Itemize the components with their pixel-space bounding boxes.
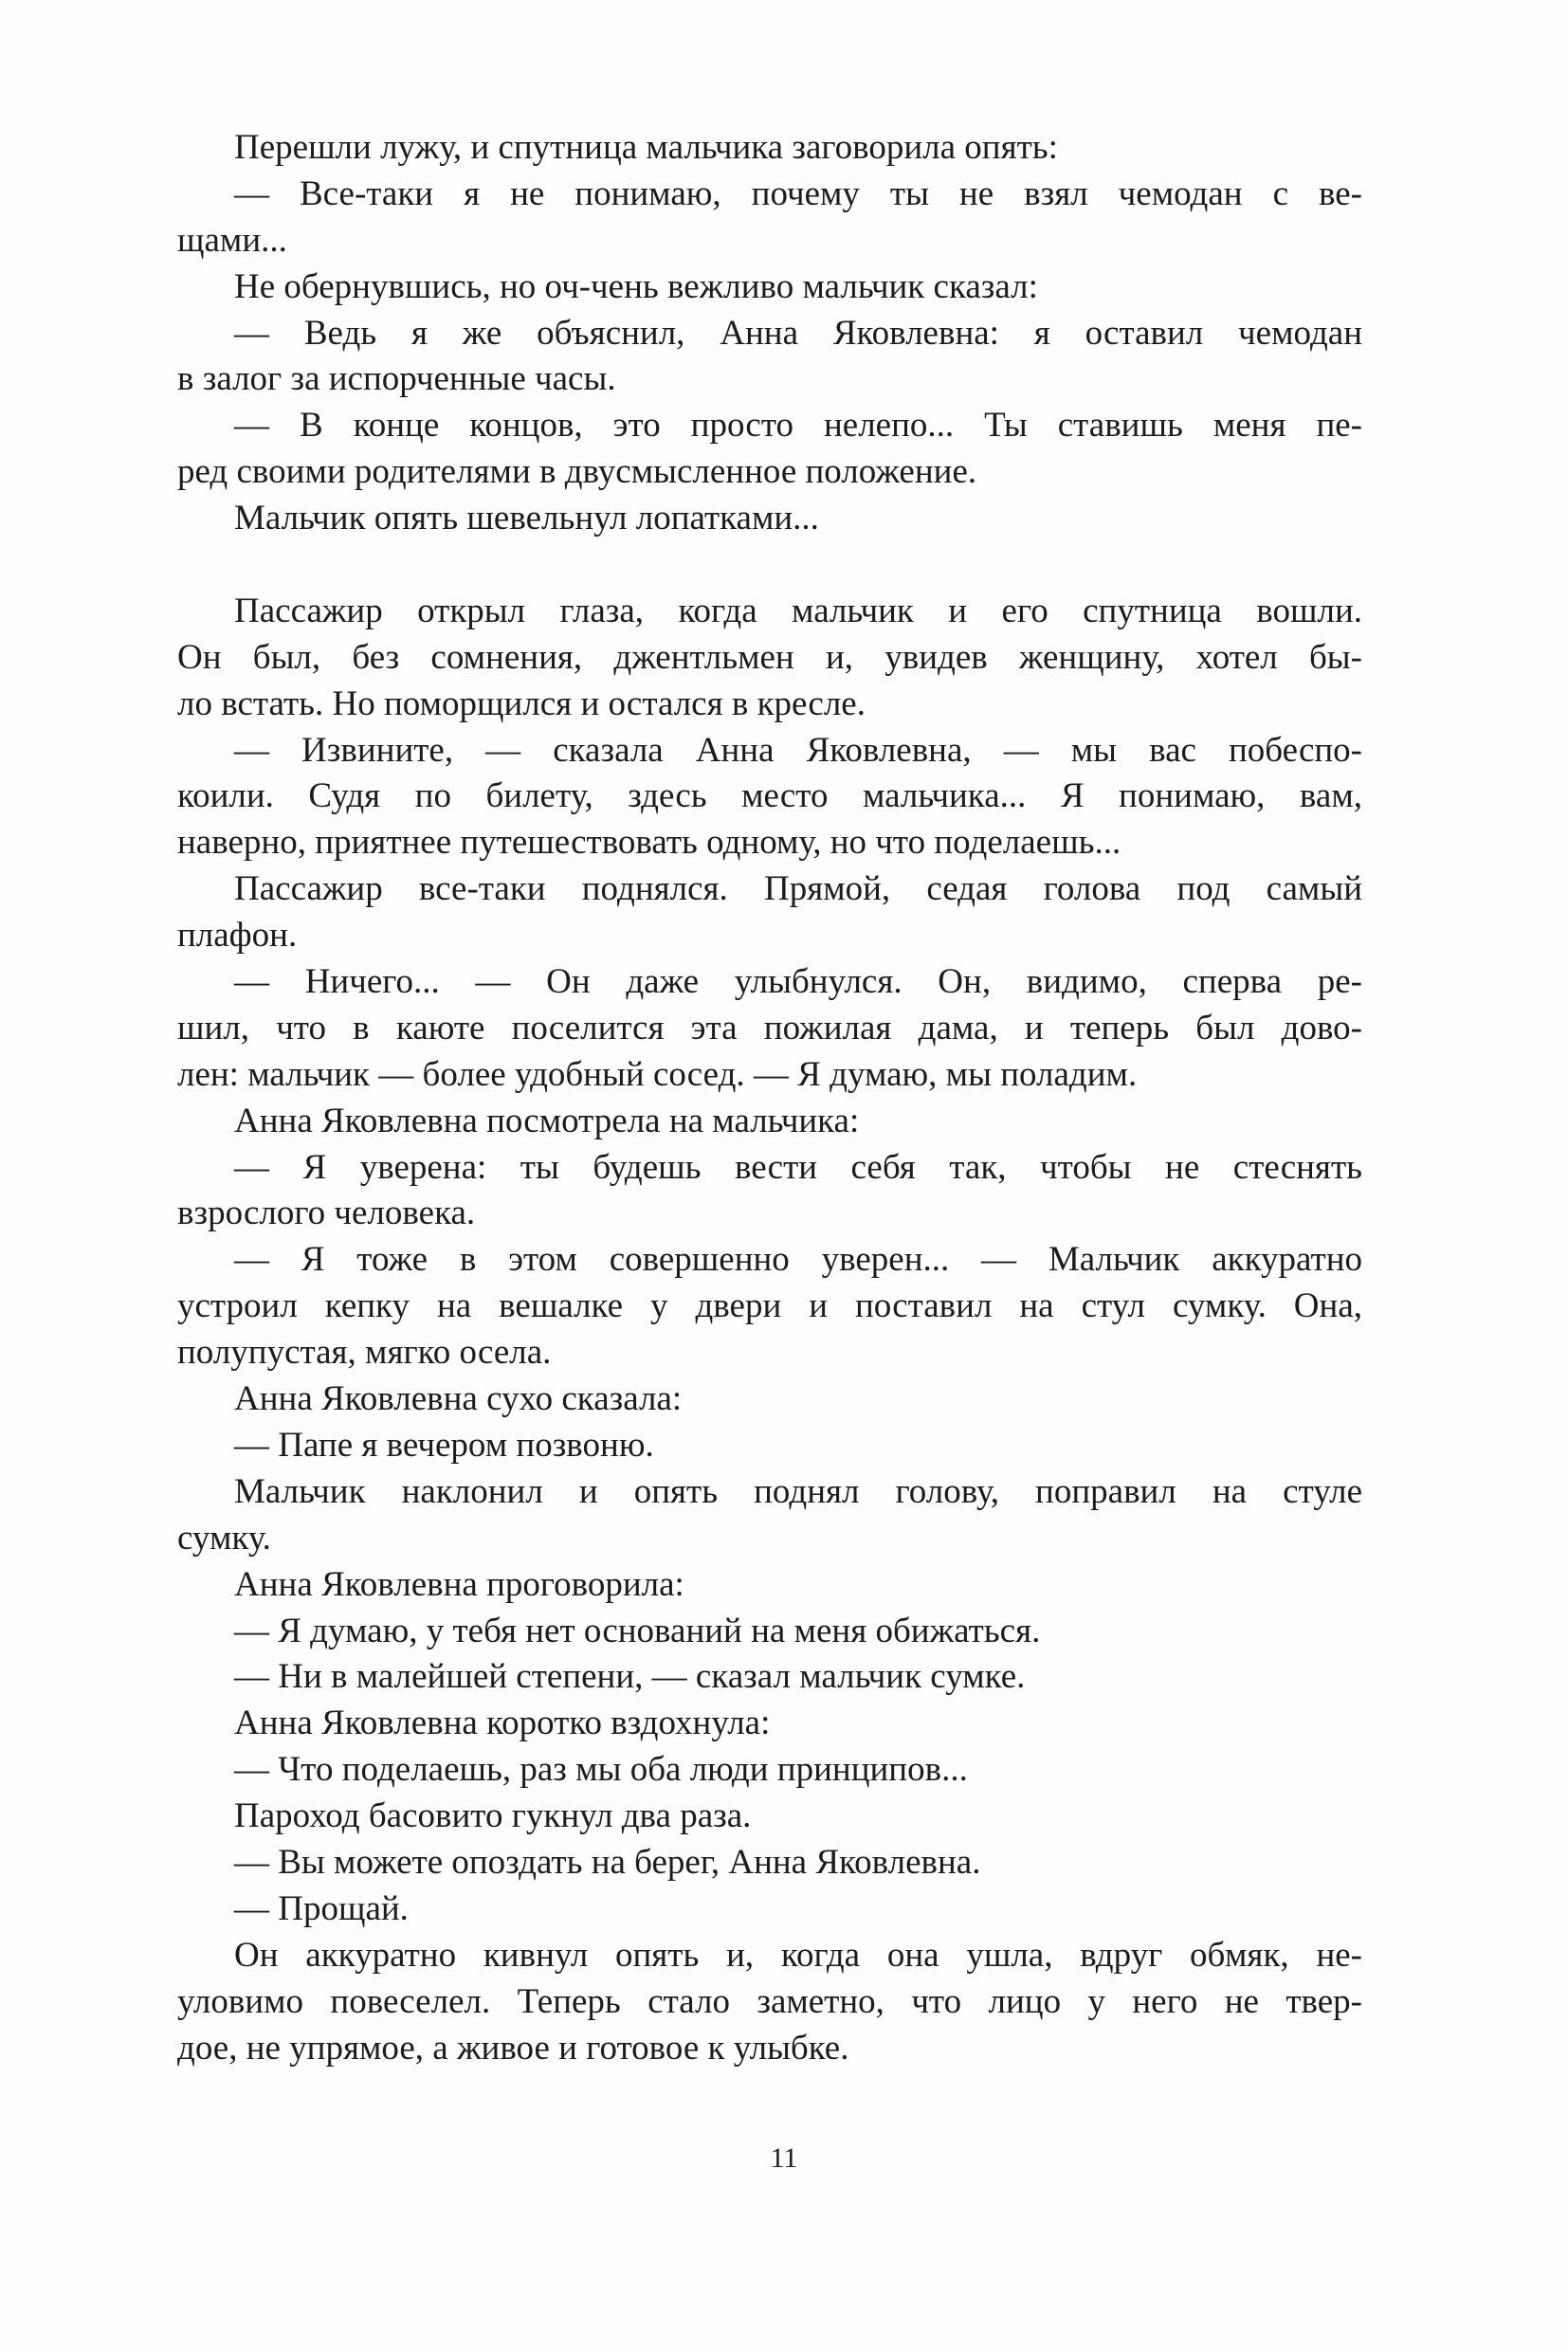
text-line: — Папе я вечером позвоню.	[234, 1425, 654, 1465]
body-text	[177, 125, 1362, 2071]
text-line: — Я тоже в этом совершенно уверен... — Мальчик аккуратно	[234, 1240, 1362, 1280]
text-line: — Я думаю, у тебя нет оснований на меня обижаться.	[234, 1611, 1041, 1650]
text-line: Пассажир открыл глаза, когда мальчик и его спутница вошли.	[234, 591, 1362, 630]
text-line: — Ничего... — Он даже улыбнулся. Он, видимо, сперва ре-	[234, 962, 1362, 1002]
text-line: в залог за испорченные часы.	[177, 359, 616, 399]
text-line: Он был, без сомнения, джентльмен и, увидев женщину, хотел бы-	[177, 637, 1362, 677]
text-line: — Я уверена: ты будешь вести себя так, чтобы не стеснять	[234, 1147, 1362, 1187]
text-line: плафон.	[177, 916, 298, 956]
text-line: щами...	[177, 220, 287, 260]
text-line: Анна Яковлевна сухо сказала:	[234, 1379, 683, 1419]
text-line: Анна Яковлевна посмотрела на мальчика:	[234, 1101, 860, 1140]
text-line: Анна Яковлевна коротко вздохнула:	[234, 1704, 771, 1743]
text-line: — В конце концов, это просто нелепо... Ты ставишь меня пе-	[234, 406, 1362, 446]
text-line: — Все-таки я не понимаю, почему ты не взял чемодан с ве-	[234, 173, 1362, 213]
text-line: лен: мальчик — более удобный сосед. — Я думаю, мы поладим.	[177, 1054, 1138, 1094]
text-line: Пароход басовито гукнул два раза.	[234, 1796, 752, 1836]
text-line: устроил кепку на вешалке у двери и поставил на стул сумку. Она,	[177, 1286, 1362, 1326]
text-line: Мальчик наклонил и опять поднял голову, поправил на стуле	[234, 1471, 1362, 1511]
text-line: — Ни в малейшей степени, — сказал мальчик сумке.	[234, 1657, 1026, 1697]
text-line: — Вы можете опоздать на берег, Анна Яковлевна.	[234, 1842, 981, 1882]
text-line: — Извините, — сказала Анна Яковлевна, — мы вас побеспо-	[234, 730, 1362, 770]
text-line: коили. Судя по билету, здесь место мальчика... Я понимаю, вам,	[177, 776, 1362, 816]
text-line: сумку.	[177, 1518, 271, 1558]
text-line: — Что поделаешь, раз мы оба люди принципов...	[234, 1750, 968, 1790]
page-number: 11	[770, 2142, 798, 2174]
text-line: — Прощай.	[234, 1888, 409, 1928]
text-line: Перешли лужу, и спутница мальчика заговорила опять:	[234, 128, 1058, 167]
text-line: Он аккуратно кивнул опять и, когда она ушла, вдруг обмяк, не-	[234, 1935, 1362, 1975]
text-line: уловимо повеселел. Теперь стало заметно, что лицо у него не твер-	[177, 1981, 1362, 2021]
text-line: Пассажир все-таки поднялся. Прямой, седая голова под самый	[234, 869, 1362, 909]
text-line: Не обернувшись, но оч-чень вежливо мальчик сказал:	[234, 266, 1038, 306]
text-line: взрослого человека.	[177, 1194, 476, 1233]
text-line: ред своими родителями в двусмысленное положение.	[177, 452, 977, 492]
text-line: — Ведь я же объяснил, Анна Яковлевна: я оставил чемодан	[234, 313, 1362, 353]
text-line: наверно, приятнее путешествовать одному, но что поделаешь...	[177, 823, 1121, 863]
text-line: полупустая, мягко осела.	[177, 1333, 552, 1373]
text-line: ло встать. Но поморщился и остался в кресле.	[177, 683, 866, 723]
text-line: дое, не упрямое, а живое и готовое к улыбке.	[177, 2028, 849, 2068]
text-line: Мальчик опять шевельнул лопатками...	[234, 499, 819, 538]
text-line: шил, что в каюте поселится эта пожилая дама, и теперь был дово-	[177, 1008, 1362, 1048]
text-line: Анна Яковлевна проговорила:	[234, 1564, 684, 1604]
section-break	[177, 542, 1362, 589]
